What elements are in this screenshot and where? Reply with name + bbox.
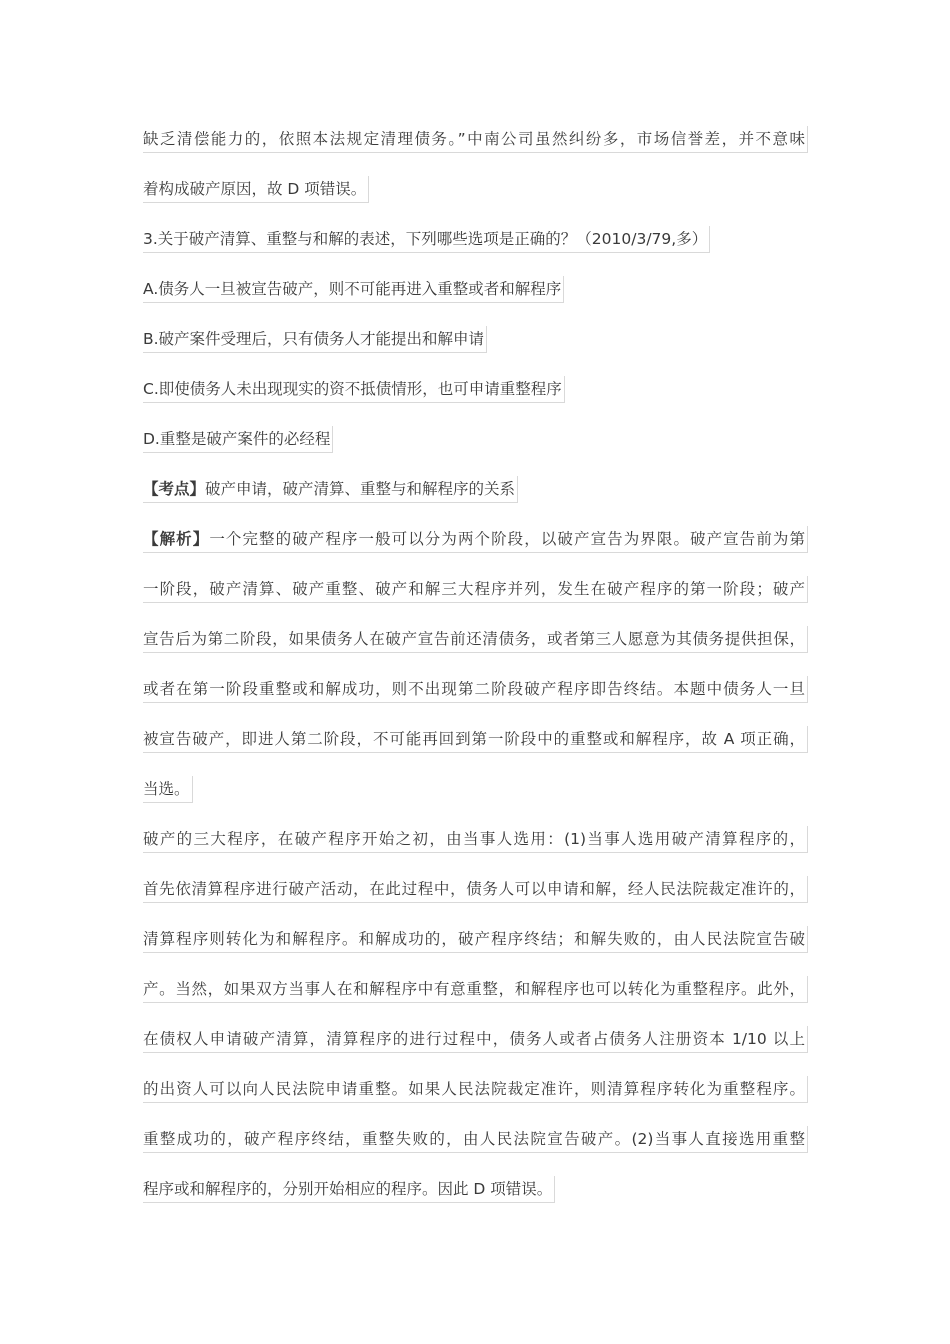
text-line: 程序或和解程序的，分别开始相应的程序。因此 D 项错误。 [143, 1176, 555, 1203]
jiexi-label: 【解析】 [143, 530, 210, 548]
question-3-stem: 3.关于破产清算、重整与和解的表述，下列哪些选项是正确的？（2010/3/79,多） [143, 226, 710, 253]
text-line: 在债权人申请破产清算，清算程序的进行过程中，债务人或者占债务人注册资本 1/10 以上 [143, 1026, 808, 1053]
text-line: 的出资人可以向人民法院申请重整。如果人民法院裁定准许，则清算程序转化为重整程序。 [143, 1076, 808, 1103]
option-a: A.债务人一旦被宣告破产，则不可能再进入重整或者和解程序 [143, 276, 564, 303]
text-line: 首先依清算程序进行破产活动，在此过程中，债务人可以申请和解，经人民法院裁定准许的， [143, 876, 808, 903]
text-line: 产。当然，如果双方当事人在和解程序中有意重整，和解程序也可以转化为重整程序。此外， [143, 976, 808, 1003]
text-line: 缺乏清偿能力的，依照本法规定清理债务。”中南公司虽然纠纷多，市场信誉差，并不意味 [143, 126, 808, 153]
jiexi-text: 一个完整的破产程序一般可以分为两个阶段，以破产宣告为界限。破产宣告前为第 [209, 530, 805, 548]
text-line: 破产的三大程序，在破产程序开始之初，由当事人选用：(1)当事人选用破产清算程序的， [143, 826, 808, 853]
jiexi-line [143, 526, 808, 553]
text-line: 被宣告破产，即进人第二阶段，不可能再回到第一阶段中的重整或和解程序，故 A 项正确， [143, 726, 808, 753]
kaodian-text: 破产申请，破产清算、重整与和解程序的关系 [205, 480, 516, 498]
text-line: 一阶段，破产清算、破产重整、破产和解三大程序并列，发生在破产程序的第一阶段；破产 [143, 576, 808, 603]
option-b: B.破产案件受理后，只有债务人才能提出和解申请 [143, 326, 487, 353]
text-line: 重整成功的，破产程序终结，重整失败的，由人民法院宣告破产。(2)当事人直接选用重整 [143, 1126, 808, 1153]
option-d: D.重整是破产案件的必经程 [143, 426, 333, 453]
kaodian-label: 【考点】 [143, 480, 206, 498]
text-line: 当选。 [143, 776, 193, 803]
option-c: C.即使债务人未出现现实的资不抵债情形，也可申请重整程序 [143, 376, 565, 403]
text-line: 或者在第一阶段重整或和解成功，则不出现第二阶段破产程序即告终结。本题中债务人一旦 [143, 676, 808, 703]
text-line: 着构成破产原因，故 D 项错误。 [143, 176, 369, 203]
text-line: 宣告后为第二阶段，如果债务人在破产宣告前还清债务，或者第三人愿意为其债务提供担保， [143, 626, 808, 653]
text-line: 清算程序则转化为和解程序。和解成功的，破产程序终结；和解失败的，由人民法院宣告破 [143, 926, 808, 953]
kaodian-line [143, 476, 518, 503]
